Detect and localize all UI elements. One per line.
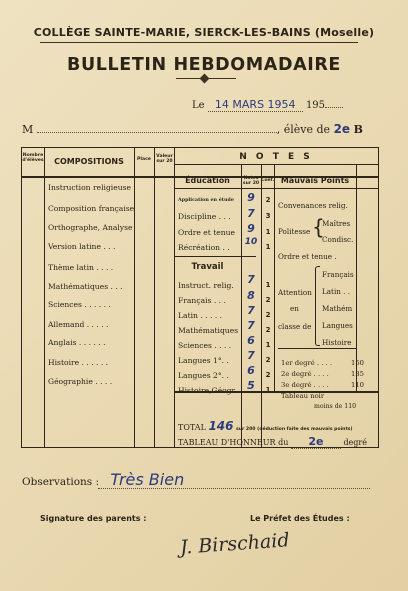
total-value: 146: [208, 419, 234, 433]
travail-label: Langues 1°. .: [178, 356, 229, 365]
mauvais-ordre: Ordre et tenue .: [278, 252, 337, 261]
col-education: Éducation: [185, 176, 230, 185]
degre-value: 135: [351, 370, 364, 378]
mauvais-politesse: Politesse: [278, 227, 311, 236]
composition-item: Mathématiques . . .: [48, 282, 123, 291]
tableau-suffix: degré: [343, 438, 367, 447]
col-divider: [356, 164, 357, 392]
travail-title: Travail: [191, 262, 224, 272]
class-hand: 2e: [333, 122, 351, 136]
education-coef: 1: [265, 228, 271, 236]
education-label: Discipline . . .: [178, 212, 231, 221]
degre-value: 150: [351, 359, 364, 367]
travail-coef: 1: [265, 341, 271, 349]
total-line: [178, 419, 378, 433]
observations-label: Observations :: [22, 476, 100, 488]
brace: {: [312, 215, 325, 239]
education-grade: 9: [247, 222, 255, 235]
student-line: [22, 122, 372, 136]
travail-grade: 6: [247, 364, 255, 377]
composition-item: Histoire . . . . . .: [48, 358, 109, 367]
title-ornament: [176, 78, 236, 79]
col-divider: [154, 148, 155, 447]
eleve-label: , élève de: [276, 123, 331, 136]
parents-signature-label: Signature des parents :: [40, 514, 147, 523]
col-notes: Notes sur 20: [242, 176, 260, 186]
composition-item: Composition française: [48, 204, 135, 213]
row-divider: [174, 256, 256, 257]
observations-line: [22, 470, 184, 489]
travail-label: Sciences . . . .: [178, 341, 232, 350]
col-nombre: Nombre d'élèves: [22, 153, 44, 163]
row-divider: [278, 348, 356, 349]
travail-grade: 7: [247, 273, 255, 286]
education-label: Récréation . .: [178, 243, 230, 252]
travail-label: Histoire,Géogr.: [178, 386, 237, 395]
education-coef: 1: [265, 243, 271, 251]
travail-coef: 2: [265, 296, 271, 304]
observations-dots: [98, 488, 370, 489]
moins-de: moins de 110: [314, 403, 357, 410]
col-compositions: COMPOSITIONS: [54, 157, 124, 166]
mauvais-subject: Langues: [322, 321, 353, 330]
travail-grade: 7: [247, 304, 255, 317]
page-title: BULLETIN HEBDOMADAIRE: [67, 55, 341, 75]
col-divider: [134, 148, 135, 447]
col-divider: [174, 148, 175, 447]
travail-label: Langues 2°. .: [178, 371, 229, 380]
degre-label: 3e degré . . . .: [281, 381, 329, 389]
composition-item: Instruction religieuse: [48, 183, 132, 192]
travail-coef: 2: [265, 311, 271, 319]
mauvais-subject: Mathém: [322, 304, 353, 313]
class-letter: B: [353, 123, 363, 136]
observations-value: Très Bien: [110, 470, 185, 489]
education-coef: 2: [265, 196, 271, 204]
col-place: Place: [137, 157, 151, 162]
col-divider: [44, 148, 45, 447]
composition-item: Anglais . . . . . .: [48, 338, 106, 347]
mauvais-attention: Attention: [278, 288, 312, 297]
mauvais-subject: Français: [322, 270, 354, 279]
brace: [315, 266, 320, 346]
travail-label: Latin . . . . .: [178, 311, 223, 320]
tableau-honneur-line: [178, 435, 378, 449]
travail-coef: 2: [265, 371, 271, 379]
travail-coef: 2: [265, 326, 271, 334]
education-grade: 7: [247, 207, 255, 220]
col-mauvais: Mauvais Points: [280, 176, 350, 185]
composition-item: Allemand . . . . .: [48, 320, 109, 329]
total-label: TOTAL: [178, 423, 206, 432]
row-divider: [174, 188, 378, 189]
mauvais-condisc: Condisc.: [322, 235, 354, 244]
notes-title: N O T E S: [239, 152, 313, 162]
col-valeur: Valeur sur 20: [156, 154, 173, 164]
travail-grade: 8: [247, 289, 255, 302]
education-coef: 3: [265, 212, 271, 220]
travail-coef: 2: [265, 356, 271, 364]
education-grade: 9: [247, 191, 255, 204]
travail-grade: 7: [247, 319, 255, 332]
travail-grade: 7: [247, 349, 255, 362]
composition-item: Orthographe, Analyse: [48, 223, 133, 232]
travail-coef: 1: [265, 386, 271, 394]
degre-value: 110: [351, 381, 364, 389]
student-prefix: M: [22, 123, 34, 136]
prefet-signature: J. Birschaid: [179, 529, 291, 559]
travail-label: Instruct. relig.: [178, 281, 234, 290]
tableau-noir: Tableau noir: [281, 392, 325, 400]
mauvais-maitres: Maîtres: [322, 219, 351, 228]
composition-item: Géographie . . . .: [48, 377, 113, 386]
mauvais-en: en: [290, 304, 299, 313]
col-coef: Coef.: [261, 178, 275, 183]
tableau-degree: 2e: [308, 435, 324, 448]
degre-label: 1er degré . . . .: [281, 359, 333, 367]
mauvais-classe-de: classe de: [278, 322, 312, 331]
total-note: sur 200 (déduction faite des mauvais points): [236, 427, 353, 432]
mauvais-subject: Latin . .: [322, 287, 351, 296]
header-divider: [40, 42, 358, 43]
tableau-honneur-label: TABLEAU D'HONNEUR du: [178, 438, 289, 447]
travail-coef: 1: [265, 281, 271, 289]
date-line: [192, 98, 362, 112]
mauvais-convenances: Convenances relig.: [278, 201, 348, 210]
grades-table: [21, 147, 379, 448]
degre-label: 2e degré . . . .: [281, 370, 329, 378]
school-name: COLLÈGE SAINTE-MARIE, SIERCK-LES-BAINS (Moselle): [33, 26, 375, 39]
education-label: Application en étude: [178, 197, 234, 203]
composition-item: Sciences . . . . . .: [48, 300, 111, 309]
travail-label: Français . . .: [178, 296, 226, 305]
date-suffix: 195: [305, 100, 326, 111]
date-value: 14 MARS 1954: [214, 98, 296, 111]
col-divider: [261, 164, 262, 447]
travail-grade: 6: [247, 334, 255, 347]
mauvais-subject: Histoire: [322, 338, 352, 347]
prefet-label: Le Préfet des Études :: [250, 514, 350, 523]
education-label: Ordre et tenue: [178, 228, 236, 237]
date-prefix: Le: [192, 100, 205, 111]
row-divider: [174, 164, 378, 165]
col-divider: [274, 164, 275, 392]
education-grade: 10: [244, 237, 258, 247]
travail-label: Mathématiques: [178, 326, 239, 335]
travail-grade: 5: [247, 379, 255, 392]
composition-item: Thème latin . . . .: [48, 263, 114, 272]
composition-item: Version latine . . .: [48, 242, 116, 251]
